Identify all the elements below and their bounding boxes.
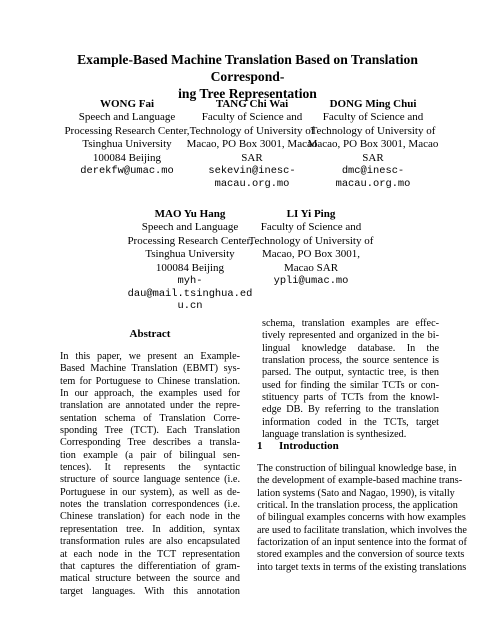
author-name: TANG Chi Wai <box>215 98 289 110</box>
abstract-line: sentation schema of Translation Corre- <box>60 412 240 424</box>
author-name: LI Yi Ping <box>286 208 336 220</box>
intro-line: factorization of an input sentence into the format of <box>257 537 467 549</box>
paper-title <box>40 51 455 102</box>
abstract-heading: Abstract <box>129 328 171 340</box>
author-affiliation-line: Technology of University of <box>189 124 315 137</box>
abstract-line: In our approach, the examples used for <box>60 388 240 400</box>
abstract-line: parsed. The output, syntactic tree, is then <box>262 367 439 379</box>
author-email[interactable]: derekfw@umac.mo <box>80 165 174 178</box>
abstract-line: schema, translation examples are effec- <box>262 318 439 329</box>
abstract-body <box>60 351 240 598</box>
intro-line: The construction of bilingual knowledge base, in <box>257 463 457 474</box>
title-line-2: ing Tree Representation <box>178 86 317 101</box>
abstract-line: representation tree. In addition, syntax <box>60 523 240 535</box>
author-affiliation-line: Faculty of Science and <box>201 111 303 124</box>
abstract-line: Based Machine Translation (EBMT) sys- <box>60 363 240 375</box>
abstract-line: matical structure between the source and <box>60 573 240 585</box>
author-affiliation-line: Processing Research Center, <box>64 124 190 137</box>
abstract-line: language translation is synthesized. <box>262 429 407 441</box>
author-name: DONG Ming Chui <box>329 98 417 110</box>
abstract-line: Chinese translation) for each node in the <box>60 511 240 523</box>
author-affiliation-line: Tsinghua University <box>145 248 235 261</box>
author-affiliation-line: 100084 Beijing <box>155 261 225 274</box>
author-email[interactable]: dmc@inesc- macau.org.mo <box>335 165 411 190</box>
author-block <box>239 208 383 288</box>
intro-line: into target texts in terms of the existing translations <box>257 561 467 573</box>
author-affiliation-line: Macao SAR <box>283 261 339 274</box>
abstract-line: target languages. With this annotation <box>60 585 240 597</box>
author-affiliation-line: Processing Research Center, <box>127 234 253 247</box>
author-affiliation-line: Technology of University of <box>310 124 436 137</box>
abstract-line: translation process, the source sentence is <box>262 355 439 367</box>
author-name: WONG Fai <box>99 98 155 110</box>
abstract-line: Portuguese in our system), as well as de- <box>60 486 240 498</box>
abstract-line: tem for Portuguese to Chinese translation. <box>60 375 240 387</box>
section-title: Introduction <box>279 440 339 452</box>
author-email[interactable]: ypli@umac.mo <box>273 275 349 288</box>
author-affiliation-line: Technology of University of <box>248 234 374 247</box>
abstract-line: transformation rules are also encapsulated <box>60 536 240 548</box>
abstract-line: notes the translation correspondences (i.e. <box>60 499 240 511</box>
author-affiliation-line: Faculty of Science and <box>260 221 362 234</box>
intro-line: are used to facilitate translation, which involves the <box>257 524 467 536</box>
author-affiliation-line: SAR <box>362 151 384 164</box>
abstract-line: structure of source language sentence (i.e. <box>60 474 240 486</box>
author-affiliation-line: Speech and Language <box>141 221 239 234</box>
introduction-body <box>257 463 467 574</box>
abstract-line: at each node in the TCT representation <box>60 548 240 560</box>
author-affiliation-line: Faculty of Science and <box>322 111 424 124</box>
intro-line: critical. In the translation process, the application <box>257 500 458 512</box>
abstract-line: used for finding the similar TCTs or con- <box>262 379 439 391</box>
abstract-line: tion example (a pair of bilingual sen- <box>60 449 240 461</box>
author-affiliation-line: Macao, PO Box 3001, Macao <box>307 138 439 151</box>
author-email[interactable]: sekevin@inesc- macau.org.mo <box>208 165 296 190</box>
title-line-1: Example-Based Machine Translation Based on Translation Correspond- <box>77 52 418 84</box>
author-affiliation-line: Macao, PO Box 3001, <box>261 248 361 261</box>
author-block <box>301 98 445 190</box>
author-affiliation-line: Macao, PO Box 3001, Macao <box>186 138 318 151</box>
abstract-line: lingual knowledge database. In the <box>262 342 439 354</box>
abstract-line: information coded in the TCTs, target <box>262 416 439 428</box>
abstract-line: tences). It represents the syntactic <box>60 462 240 474</box>
section-heading <box>257 440 339 452</box>
intro-line: lation systems (Sato and Nagao, 1990), is vitally <box>257 487 455 499</box>
abstract-line: edge DB. By referring to the translation <box>262 404 439 416</box>
author-email[interactable]: myh- dau@mail.tsinghua.ed u.cn <box>127 275 253 313</box>
abstract-continuation <box>262 318 439 441</box>
intro-line: the development of example-based machine trans- <box>257 475 463 487</box>
author-affiliation-line: Tsinghua University <box>82 138 172 151</box>
abstract-line: In this paper, we present an Example- <box>60 351 240 362</box>
author-affiliation-line: 100084 Beijing <box>92 151 162 164</box>
abstract-line: translation are annotated under the repre- <box>60 400 240 412</box>
intro-line: of bilingual examples concerns with how examples <box>257 512 466 524</box>
abstract-line: sponding Tree (TCT). Each Translation <box>60 425 240 437</box>
author-affiliation-line: SAR <box>241 151 263 164</box>
author-block <box>57 98 197 178</box>
intro-line: stored examples and the conversion of source texts <box>257 549 465 561</box>
author-name: MAO Yu Hang <box>154 208 226 220</box>
section-number: 1 <box>257 440 263 452</box>
abstract-line: tively represented and organized in the bi- <box>262 330 439 342</box>
abstract-line: Corresponding Tree describes a transla- <box>60 437 240 449</box>
abstract-line: stituency parts of TCTs from the knowl- <box>262 392 439 404</box>
abstract-line: that captures the differentiation of gram- <box>60 560 240 572</box>
author-affiliation-line: Speech and Language <box>78 111 176 124</box>
